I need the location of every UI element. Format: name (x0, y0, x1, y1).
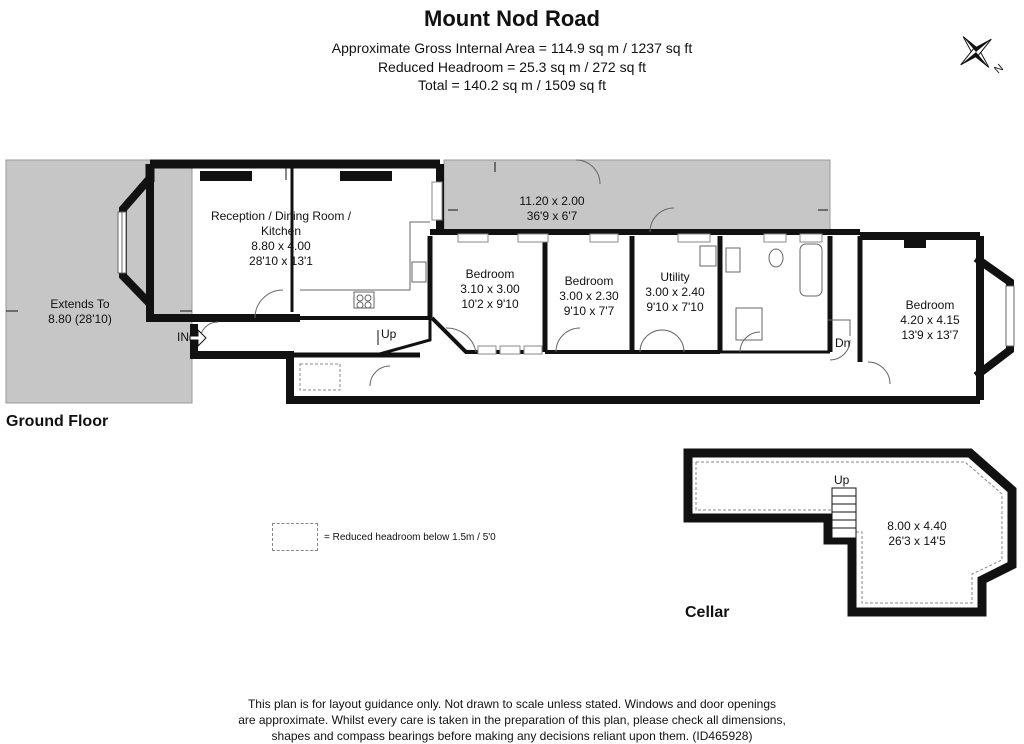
bedroom-1-name: Bedroom (465, 267, 515, 281)
total-area-text: Total = 140.2 sq m / 1509 sq ft (418, 77, 606, 93)
cellar-stairs (832, 488, 856, 538)
reception-side-window (432, 182, 442, 220)
stairs-up-label: Up (381, 327, 397, 341)
cellar-imperial: 26'3 x 14'5 (888, 534, 946, 548)
entrance-label: IN (177, 330, 189, 344)
cellar-label: Cellar (685, 604, 730, 621)
bedroom-3-imperial: 13'9 x 13'7 (901, 328, 959, 342)
disclaimer-line-1: This plan is for layout guidance only. Not drawn to scale unless stated. Windows and door openings (247, 697, 777, 711)
gross-area-text: Approximate Gross Internal Area = 114.9 sq m / 1237 sq ft (331, 40, 693, 56)
reception-bay-window (118, 212, 126, 273)
ground-floor-label: Ground Floor (6, 413, 109, 430)
disclaimer (0, 696, 1024, 744)
reception-window-1 (200, 171, 252, 181)
legend-text: = Reduced headroom below 1.5m / 5'0 (324, 531, 496, 543)
reception-name-line1: Reception / Dining Room / (210, 209, 352, 223)
bedroom-1-metric: 3.10 x 3.00 (460, 282, 520, 296)
bedroom-bay-window (1006, 286, 1014, 346)
bedroom-2-metric: 3.00 x 2.30 (559, 289, 619, 303)
reception-name-line2: Kitchen (260, 224, 302, 238)
terrace-metric: 11.20 x 2.00 (519, 194, 585, 208)
extends-label: Extends To (50, 297, 110, 311)
utility-metric: 3.00 x 2.40 (645, 285, 705, 299)
legend-dashed-box (272, 523, 318, 551)
bedroom-2-imperial: 9'10 x 7'7 (563, 304, 615, 318)
garden-area (6, 160, 192, 403)
kitchen-units (300, 222, 430, 308)
cellar-metric: 8.00 x 4.40 (887, 519, 947, 533)
utility-name: Utility (660, 270, 690, 284)
utility-imperial: 9'10 x 7'10 (646, 300, 704, 314)
cellar-stairs-up-label: Up (834, 473, 850, 487)
compass-north-label: N (992, 61, 1006, 77)
stairs-down-label: Dn (835, 336, 851, 350)
reduced-headroom-text: Reduced Headroom = 25.3 sq m / 272 sq ft (377, 59, 647, 75)
reduced-headroom-store (300, 364, 340, 390)
extends-value: 8.80 (28'10) (48, 312, 112, 326)
disclaimer-line-3: shapes and compass bearings before making any decisions reliant upon them. (ID465928) (271, 729, 753, 743)
terrace-area (444, 160, 830, 232)
plan-title: Mount Nod Road (424, 6, 600, 31)
bedroom-2-name: Bedroom (564, 274, 614, 288)
reception-imperial: 28'10 x 13'1 (249, 254, 313, 268)
legend (272, 523, 496, 551)
reception-window-2 (340, 171, 392, 181)
disclaimer-line-2: are approximate. Whilst every care is taken in the preparation of this plan, please check all dimensions, (238, 713, 786, 727)
bedroom-3-name: Bedroom (905, 298, 955, 312)
reception-door (255, 290, 283, 318)
bedroom-3-metric: 4.20 x 4.15 (900, 313, 960, 327)
terrace-imperial: 36'9 x 6'7 (526, 209, 578, 223)
reception-metric: 8.80 x 4.00 (251, 239, 311, 253)
bedroom-3-window (904, 240, 926, 248)
bedroom-1-imperial: 10'2 x 9'10 (461, 297, 519, 311)
